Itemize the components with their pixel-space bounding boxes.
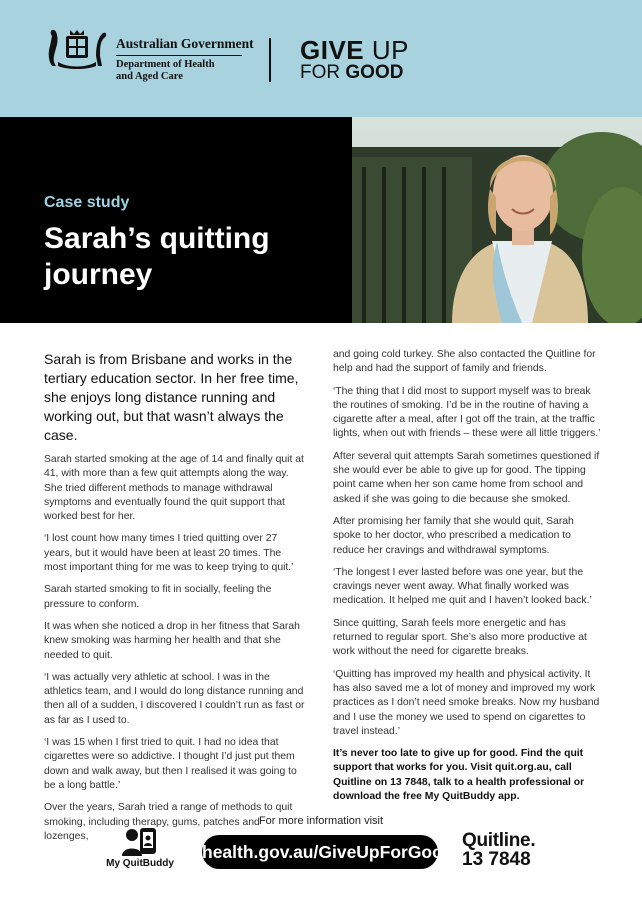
body-paragraph: ‘I was 15 when I first tried to quit. I had no idea that cigarettes were so addictive. I thought I’d just put them down and walk away, but then I realised it was going to be a long battle.’ (44, 737, 297, 791)
hero-section (0, 117, 642, 323)
body-paragraph: ‘Quitting has improved my health and physical activity. It has also saved me a lot of money and improved my work practices as I don’t need smoke breaks. Now my husband and I use the money we used to spend on cigarettes to travel instead.’ (333, 668, 600, 737)
header-divider (269, 38, 271, 82)
body-paragraph: Sarah started smoking to fit in socially, feeling the pressure to conform. (44, 584, 272, 610)
body-paragraph: Over the years, Sarah tried a range of methods to quit smoking, including therapy, gums, patches and lozenges, (44, 802, 293, 842)
header-banner (0, 0, 642, 117)
call-to-action: It’s never too late to give up for good. Find the quit support that works for you. Visit quit.org.au, call Quitline on 13 7848, talk to a health professional or download the free My QuitBuddy app. (333, 748, 585, 803)
website-link[interactable]: health.gov.au/GiveUpForGood (202, 835, 438, 869)
quitline-logo[interactable] (462, 831, 542, 869)
government-identity (116, 36, 254, 83)
left-column (44, 350, 306, 852)
department-name: Department of Health and Aged Care (116, 59, 215, 82)
quitline-number: 13 7848 (462, 849, 531, 870)
body-paragraph: ‘I was actually very athletic at school. I was in the athletics team, and I would do long distance running and then all of a sudden, I discovered I couldn’t run as fast or as far as I used to. (44, 671, 305, 726)
body-paragraph: Since quitting, Sarah feels more energetic and has returned to regular sport. She’s also more productive at work without the need for cigarette breaks. (333, 617, 587, 658)
body-paragraph: After promising her family that she would quit, Sarah spoke to her doctor, who prescribed a medication to reduce her cravings and withdrawal symptoms. (333, 515, 574, 556)
government-title: Australian Government (116, 36, 242, 56)
brand-up: UP (364, 35, 409, 65)
quitbuddy-label: My QuitBuddy (106, 858, 174, 869)
body-paragraph: ‘The thing that I did most to support myself was to break the routines of smoking. I’d be in the routine of having a cigarette after a meal, after I got off the train, at the traffic lights, when out with friends – these were all little triggers.’ (333, 385, 601, 440)
brand-for: FOR (300, 62, 346, 83)
body-paragraph: It was when she noticed a drop in her fitness that Sarah knew smoking was harming her health and that she needed to quit. (44, 620, 300, 661)
my-quitbuddy-logo[interactable] (100, 826, 180, 869)
quitline-wordmark: Quitline. (462, 830, 536, 851)
right-column (333, 348, 603, 812)
body-paragraph: ‘The longest I ever lasted before was one year, but the cravings never went away. What finally worked was medication. It helped me quit and I haven’t looked back.’ (333, 566, 592, 607)
body-paragraph: and going cold turkey. She also contacted the Quitline for help and had the support of family and friends. (333, 349, 596, 375)
sarah-portrait-photo (352, 117, 642, 323)
brand-give: GIVE (300, 35, 365, 65)
body-paragraph: ‘I lost count how many times I tried quitting over 27 years, but it would have been at least 20 times. The most important thing for me was to keep trying to quit.’ (44, 533, 294, 574)
body-paragraph: After several quit attempts Sarah sometimes questioned if she would ever be able to give up for good. The tipping point came when her son came home from school and asked if she was going to die because she smoked. (333, 450, 600, 505)
footer-label: For more information visit (258, 815, 384, 827)
case-study-kicker: Case study (44, 194, 130, 211)
body-paragraph: Sarah started smoking at the age of 14 and finally quit at 41, with more than a few quit attempts along the way. She tried different methods to manage withdrawal symptoms and eventually found the quit support that worked best for her. (44, 454, 304, 523)
give-up-for-good-logo (300, 37, 409, 83)
coat-of-arms-icon (44, 26, 110, 70)
page-title: Sarah’s quitting journey (44, 222, 270, 291)
quitbuddy-app-icon (120, 826, 160, 856)
brand-good: GOOD (345, 62, 404, 83)
lead-paragraph: Sarah is from Brisbane and works in the tertiary education sector. In her free time, she enjoys long distance running and working out, but that wasn’t always the case. (44, 351, 299, 443)
